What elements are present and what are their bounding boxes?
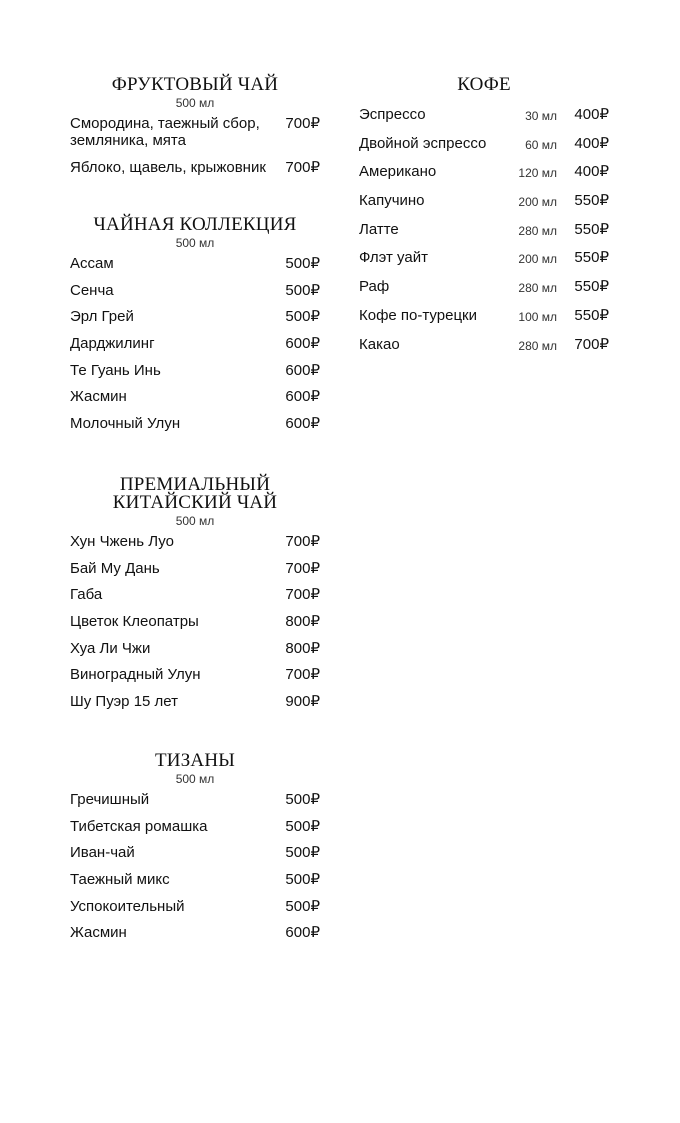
item-name: Латте [359,220,399,238]
item-volume: 100 мл [518,309,557,324]
menu-item [70,415,320,432]
menu-item [70,308,320,325]
menu-item [70,255,320,272]
menu-section [70,476,320,720]
item-name: Американо [359,163,437,181]
item-volume: 280 мл [518,223,557,238]
item-price: 400₽ [574,106,609,123]
item-price: 800₽ [285,639,320,657]
item-price: 700₽ [285,586,320,604]
section-volume: 500 мл [175,236,215,250]
menu-item [70,924,320,941]
menu-item [359,249,609,268]
menu-items [70,791,320,941]
menu-item [359,278,609,297]
item-price: 550₽ [574,278,609,296]
item-name-line: Эрл Грей [70,308,134,326]
item-name [70,255,280,272]
item-name: Какао [359,335,400,353]
item-price: 800₽ [285,613,320,631]
item-volume: 280 мл [518,338,557,353]
right-column [359,76,609,364]
item-name [70,844,280,861]
item-price: 550₽ [574,220,609,238]
menu-item [359,192,609,211]
menu-items [70,533,320,710]
item-price: 600₽ [285,361,320,379]
item-name-line: Виноградный Улун [70,666,201,684]
menu-item [70,159,320,176]
section-title: ПРЕМИАЛЬНЫЙ [119,474,271,495]
item-price: 700₽ [574,335,609,353]
item-price: 700₽ [285,115,320,132]
item-name: Кофе по-турецки [359,306,477,324]
item-name-line: Жасмин [70,388,127,406]
item-price: 400₽ [574,163,609,181]
item-name-line: Цветок Клеопатры [70,613,199,631]
menu-item [70,586,320,603]
menu-item [359,163,609,182]
menu-item [70,844,320,861]
item-price: 500₽ [285,255,320,272]
item-price: 500₽ [285,791,320,808]
item-price: 700₽ [285,533,320,550]
menu-item [359,336,609,355]
item-name [70,388,280,405]
item-name: Эспрессо [359,106,426,123]
item-name [70,693,280,710]
item-price: 550₽ [574,306,609,324]
item-name [70,115,280,149]
menu-section [359,76,609,355]
item-name [70,308,280,325]
menu-item [70,640,320,657]
item-name [70,898,280,915]
item-price: 600₽ [285,415,320,433]
item-name [70,871,280,888]
menu-item [70,693,320,710]
item-price: 550₽ [574,249,609,267]
menu-item [70,898,320,915]
item-name-line: Успокоительный [70,897,185,915]
item-volume: 200 мл [518,195,557,210]
item-name [70,415,280,432]
menu-item [70,115,320,149]
section-volume: 500 мл [175,772,215,786]
item-name-line: Гречишный [70,791,150,808]
menu-item [70,666,320,683]
item-volume: 30 мл [525,109,557,123]
menu-item [70,533,320,550]
section-title: ТИЗАНЫ [154,750,236,771]
item-name [70,613,280,630]
item-name-line: Тибетская ромашка [70,817,208,835]
item-price: 600₽ [285,924,320,942]
menu-item [359,106,609,125]
item-name-line: Иван-чай [70,844,135,862]
item-volume: 120 мл [518,166,557,181]
item-name [70,533,280,550]
section-title: КИТАЙСКИЙ ЧАЙ [112,492,278,513]
item-name [70,282,280,299]
menu-items [70,115,320,176]
item-name-line: Те Гуань Инь [70,361,161,379]
item-price: 600₽ [285,335,320,353]
item-name [70,159,280,176]
item-name [70,791,280,808]
item-name-line: Бай Му Дань [70,559,160,577]
item-name-line: Таежный микс [70,871,170,889]
item-price: 700₽ [285,158,320,176]
menu-item [359,307,609,326]
item-name-line: Хуа Ли Чжи [70,639,151,657]
menu-item [70,560,320,577]
item-name-line: Смородина, таежный сбор, [70,115,260,132]
menu-item [70,871,320,888]
item-price: 550₽ [574,192,609,210]
item-name-line: Ассам [70,255,114,272]
menu-item [70,791,320,808]
section-volume: 500 мл [175,96,215,110]
item-price: 400₽ [574,134,609,152]
menu-item [70,282,320,299]
item-name: Флэт уайт [359,249,428,267]
item-name-line: Хун Чжень Луо [70,533,174,550]
item-name-line: Дарджилинг [70,335,155,353]
menu-item [70,362,320,379]
item-volume: 280 мл [518,281,557,296]
item-price: 900₽ [285,693,320,711]
item-price: 500₽ [285,844,320,862]
item-volume: 200 мл [518,252,557,267]
menu-section [70,752,320,951]
item-name-line: Габа [70,586,103,604]
item-name [70,335,280,352]
item-name [70,818,280,835]
item-name-line: земляника, мята [70,132,186,149]
section-volume: 500 мл [175,514,215,528]
item-name [70,586,280,603]
item-name: Раф [359,278,390,296]
menu-section [70,76,320,185]
item-price: 500₽ [285,281,320,299]
item-name [70,362,280,379]
menu-items [359,106,609,355]
section-title: ЧАЙНАЯ КОЛЛЕКЦИЯ [93,214,297,235]
item-name-line: Молочный Улун [70,415,181,433]
item-price: 500₽ [285,817,320,835]
item-name-line: Яблоко, щавель, крыжовник [70,158,266,176]
item-price: 700₽ [285,559,320,577]
item-price: 500₽ [285,897,320,915]
section-title: КОФЕ [457,74,511,95]
item-name-line: Сенча [70,281,114,299]
item-name [70,560,280,577]
item-name: Капучино [359,192,425,210]
item-price: 500₽ [285,308,320,326]
item-name [70,640,280,657]
menu-item [70,335,320,352]
menu-items [70,255,320,432]
menu-item [70,818,320,835]
item-price: 700₽ [285,666,320,684]
section-title: ФРУКТОВЫЙ ЧАЙ [111,74,279,95]
item-name [70,924,280,941]
menu-item [70,388,320,405]
item-price: 500₽ [285,871,320,889]
item-name-line: Жасмин [70,924,127,942]
item-name [70,666,280,683]
item-price: 600₽ [285,388,320,406]
menu-item [359,221,609,240]
menu-item [70,613,320,630]
item-name-line: Шу Пуэр 15 лет [70,693,179,711]
item-volume: 60 мл [525,137,557,152]
menu-section [70,216,320,442]
item-name: Двойной эспрессо [359,134,487,152]
menu-item [359,135,609,154]
